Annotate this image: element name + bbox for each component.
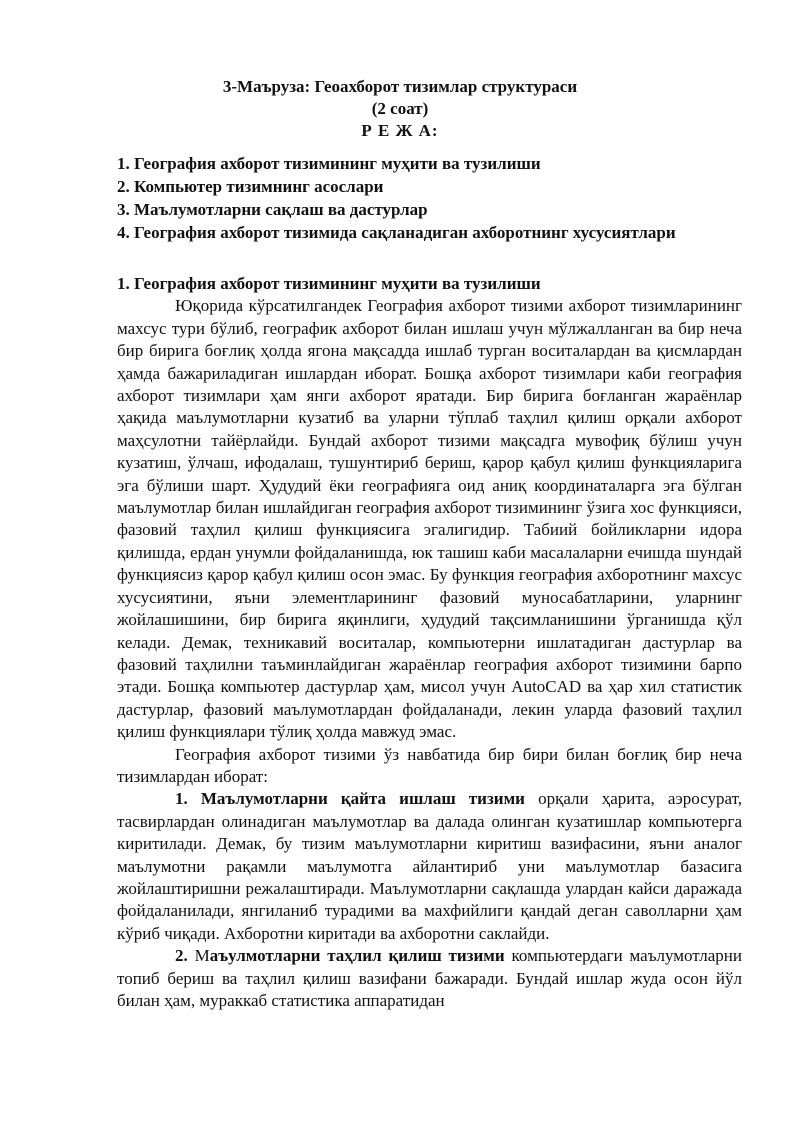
subsystem-2-initial: М <box>194 946 210 966</box>
subsystem-2-title: аъулмотларни таҳлил қилиш тизими <box>209 946 505 966</box>
paragraph-4 <box>117 945 742 1012</box>
section-1 <box>117 273 742 1012</box>
lecture-title: 3-Маъруза: Геоахборот тизимлар структураси <box>222 77 578 96</box>
subsystem-2-text: компьютердаги маълумотларни топиб бериш ва таҳлил қилиш вазифани бажаради. Бундай ишлар жуда осон йўл билан ҳам, мураккаб статистика аппаратидан <box>117 946 743 1010</box>
paragraph-3 <box>117 788 742 945</box>
subsystem-2-number: 2. <box>175 946 195 966</box>
plan-item-1: 1. География ахборот тизимининг муҳити ва тузилиши <box>117 154 541 173</box>
plan-item-3: 3. Маълумотларни сақлаш ва дастурлар <box>117 200 428 219</box>
plan-list <box>117 152 757 244</box>
section-1-heading: 1. География ахборот тизимининг муҳити ва тузилиши <box>117 274 541 293</box>
plan-label: Р Е Ж А: <box>361 121 439 140</box>
paragraph-1: Юқорида кўрсатилгандек География ахборот тизими ахборот тизимларининг махсус тури бўлиб, географик ахборот билан ишлаш учун мўлжалланган ва бир неча бир бирига боғлиқ ҳолда ягона мақсадда ишлаб турган воситалардан ва қисмлардан ҳамда бажариладиган ишлардан иборат. Бошқа ахборот тизимлари каби география ахборот тизимлари ҳам янги ахборот яратади. Бир бирига боғланган жараёнлар ҳақида маълумотларни кузатиб ва уларни тўплаб таҳлил қилиш орқали ахборот маҳсулотни тайёрлайди. Бундай ахборот тизими мақсадга мувофиқ бўлиш учун кузатиш, ўлчаш, ифодалаш, тушунтириб бериш, қарор қабул қилиш функцияларига эга бўлиши шарт. Ҳудудий ёки географияга оид аниқ координаталарга эга бўлган маълумотлар билан ишлайдиган география ахборот тизимининг ўзига хос функцияси, фазовий таҳлил қилиш функциясига эгалигидир. Табиий бойликларни идора қилишда, ердан унумли фойдаланишда, юк ташиш каби масалаларни ечишда шундай функциясиз қарор қабул қилиш осон эмас. Бу функция география ахборотнинг махсус хусусиятини, яъни элементларининг фазовий муносабатларини, уларнинг жойлашишини, бир бирига яқинлиги, ҳудудий тақсимланишини ўрганишда қўл келади. Демак, техникавий воситалар, компьютерни ишлатадиган дастурлар ва фазовий таҳлилни таъминлайдиган жараёнлар география ахборот тизимини барпо этади. Бошқа компьютер дастурлар ҳам, мисол учун AutoCAD ва ҳар хил статистик дастурлар, фазовий маълумотлардан фойдаланади, лекин уларда фазовий таҳлил қилиш функциялари тўлиқ ҳолда мавжуд эмас. <box>117 296 742 742</box>
paragraph-2: География ахборот тизими ўз навбатида бир бири билан боғлиқ бир неча тизимлардан иборат: <box>117 744 742 786</box>
lecture-hours: (2 соат) <box>371 99 429 118</box>
subsystem-1-title: 1. Маълумотларни қайта ишлаш тизими <box>175 789 525 809</box>
plan-item-4: 4. География ахборот тизимида сақланадиган ахборотнинг хусусиятлари <box>117 223 676 242</box>
plan-item-2: 2. Компьютер тизимнинг асослари <box>117 177 384 196</box>
subsystem-1-text: орқали ҳарита, аэросурат, тасвирлардан олинадиган маълумотлар ва далада олинган кузатишлар компьютерга киритилади. Демак, бу тизим маълумотларни киритиш вазифасини, яъни аналог маълумотни рақамли маълумотга айлантириб уни маълумотлар базасига жойлаштиришни режалаштиради. Маълумотларни сақлашда улардан кайси даражада фойдаланилади, янгиланиб турадими ва махфийлиги қандай деган саволларни ҳам кўриб чиқади. Ахборотни киритади ва ахборотни саклайди. <box>117 789 742 943</box>
